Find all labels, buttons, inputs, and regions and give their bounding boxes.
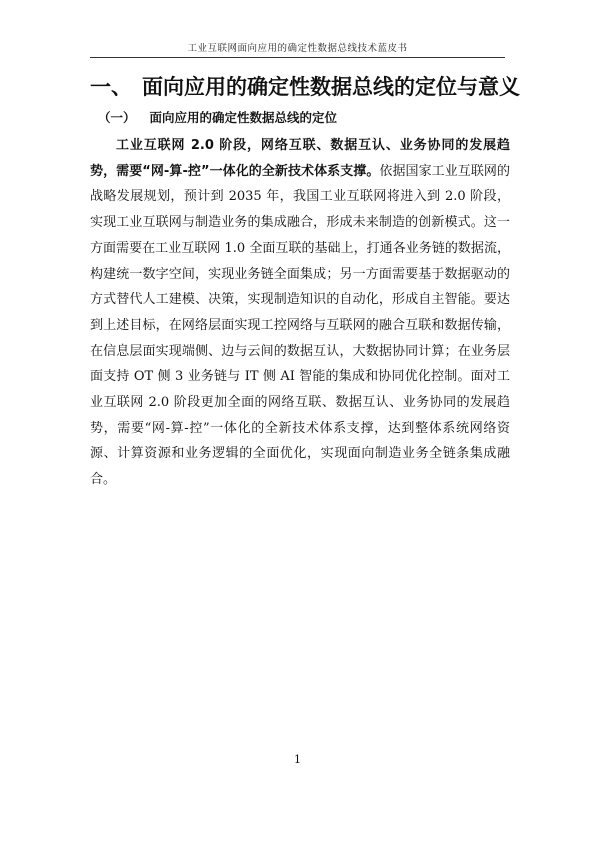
section-title: 面向应用的确定性数据总线的定位与意义 <box>142 75 520 99</box>
paragraph-lead-sentence: 工业互联网 2.0 阶段，网络互联、数据互认、业务协同的发展趋势，需要“网-算-控”一体化的全新技术体系支撑。 <box>90 138 510 179</box>
running-header: 工业互联网面向应用的确定性数据总线技术蓝皮书 <box>187 43 408 54</box>
body-paragraph <box>90 133 510 493</box>
subsection-number: （一） <box>98 110 136 125</box>
subsection-heading <box>98 110 337 126</box>
subsection-title: 面向应用的确定性数据总线的定位 <box>149 110 338 125</box>
paragraph-body-text: 依据国家工业互联网的战略发展规划，预计到 2035 年，我国工业互联网将进入到 2.0 阶段，实现工业互联网与制造业务的集成融合，形成未来制造的创新模式。这一方面需要在工业互联网 1.0 全面互联的基础上，打通各业务链的数据流，构建统一数字空间，实现业务链全面集成；另一方面需要基于数据驱动的方式替代人工建模、决策，实现制造知识的自动化，形成自主智能。要达到上述目标，在网络层面实现工控网络与互联网的融合互联和数据传输，在信息层面实现端侧、边与云间的数据互认，大数据协同计算；在业务层面支持 OT 侧 3 业务链与 IT 侧 AI 智能的集成和协同优化控制。面对工业互联网 2.0 阶段更加全面的网络互联、数据互认、业务协同的发展趋势，需要“网-算-控”一体化的全新技术体系支撑，达到整体系统网络资源、计算资源和业务逻辑的全面优化，实现面向制造业务全链条集成融合。 <box>90 163 510 488</box>
header-divider <box>90 57 505 58</box>
section-number: 一、 <box>90 75 132 99</box>
page-number: 1 <box>294 753 301 766</box>
section-heading <box>90 72 520 102</box>
